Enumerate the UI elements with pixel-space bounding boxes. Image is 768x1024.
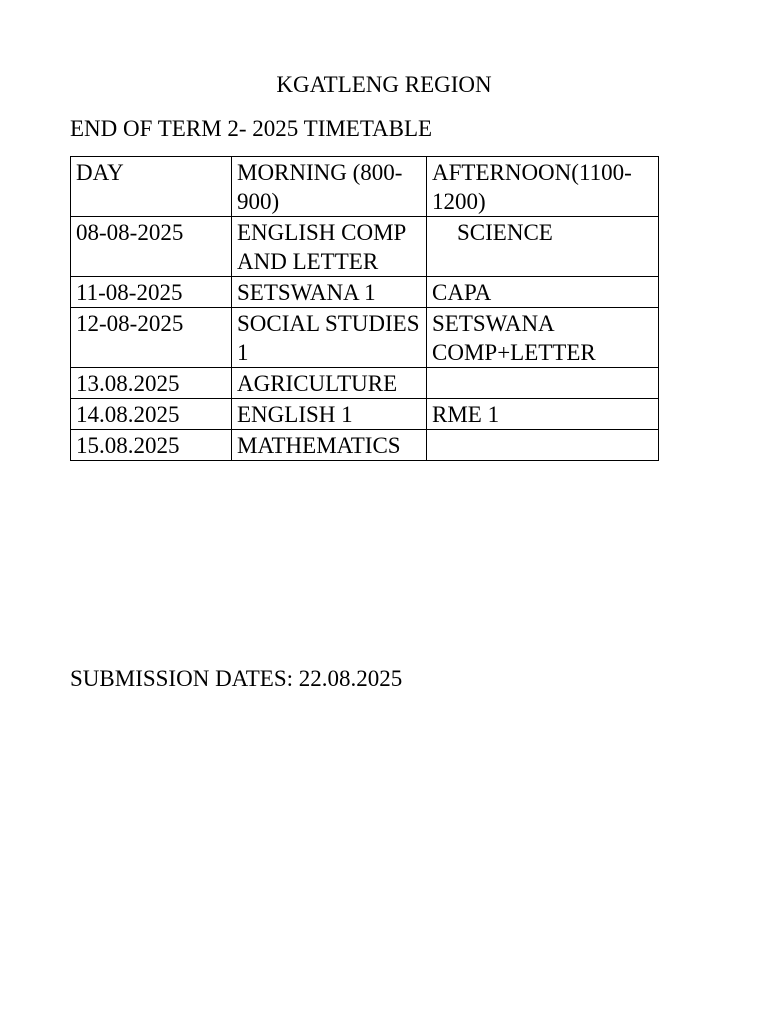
header-afternoon: AFTERNOON(1100-1200) bbox=[427, 157, 659, 217]
cell-morning: SETSWANA 1 bbox=[232, 277, 427, 308]
cell-afternoon: SCIENCE bbox=[427, 217, 659, 277]
cell-afternoon: RME 1 bbox=[427, 399, 659, 430]
cell-afternoon: CAPA bbox=[427, 277, 659, 308]
table-header-row bbox=[71, 157, 659, 217]
cell-day: 11-08-2025 bbox=[71, 277, 232, 308]
header-day: DAY bbox=[71, 157, 232, 217]
cell-day: 13.08.2025 bbox=[71, 368, 232, 399]
cell-morning: MATHEMATICS bbox=[232, 430, 427, 461]
cell-day: 15.08.2025 bbox=[71, 430, 232, 461]
cell-day: 14.08.2025 bbox=[71, 399, 232, 430]
region-title: KGATLENG REGION bbox=[276, 72, 492, 97]
cell-afternoon: SETSWANA COMP+LETTER bbox=[427, 308, 659, 368]
cell-morning: ENGLISH COMP AND LETTER bbox=[232, 217, 427, 277]
header-morning: MORNING (800-900) bbox=[232, 157, 427, 217]
cell-afternoon bbox=[427, 368, 659, 399]
timetable-title: END OF TERM 2- 2025 TIMETABLE bbox=[70, 116, 433, 141]
cell-day: 08-08-2025 bbox=[71, 217, 232, 277]
cell-afternoon bbox=[427, 430, 659, 461]
table-row bbox=[71, 430, 659, 461]
table-row bbox=[71, 368, 659, 399]
cell-morning: ENGLISH 1 bbox=[232, 399, 427, 430]
table-row bbox=[71, 308, 659, 368]
cell-day: 12-08-2025 bbox=[71, 308, 232, 368]
table-row bbox=[71, 217, 659, 277]
table-row bbox=[71, 399, 659, 430]
timetable bbox=[70, 156, 659, 461]
cell-morning: SOCIAL STUDIES 1 bbox=[232, 308, 427, 368]
table-row bbox=[71, 277, 659, 308]
submission-dates: SUBMISSION DATES: 22.08.2025 bbox=[70, 666, 403, 691]
cell-morning: AGRICULTURE bbox=[232, 368, 427, 399]
